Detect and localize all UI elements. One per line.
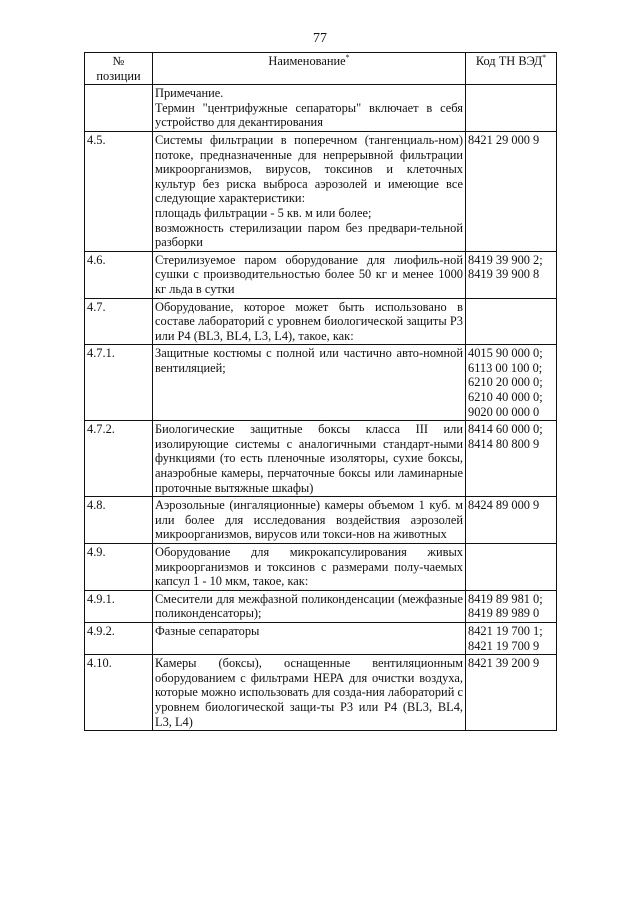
position-number: 4.5. xyxy=(85,131,153,251)
item-name xyxy=(153,251,466,298)
tnved-code-cell xyxy=(466,497,557,544)
position-number: 4.9.1. xyxy=(85,590,153,622)
header-name xyxy=(153,53,466,85)
item-name xyxy=(153,85,466,132)
header-code xyxy=(466,53,557,85)
header-code-footnote-mark: * xyxy=(542,52,547,62)
tnved-code-cell xyxy=(466,298,557,345)
table-row xyxy=(85,251,557,298)
tnved-code-cell xyxy=(466,85,557,132)
item-name-line: Оборудование, которое может быть использовано в составе лабораторий с уровнем биологической защиты Р3 или Р4 (BL3, BL4, L3, L4), такое, как: xyxy=(155,299,463,343)
tnved-code-cell xyxy=(466,345,557,421)
tnved-code: 8419 89 981 0; xyxy=(468,591,543,606)
item-name-line: возможность стерилизации паром без предвари-тельной разборки xyxy=(155,220,463,250)
header-position-number xyxy=(85,53,153,85)
page-number: 77 xyxy=(313,31,327,46)
item-name-line: Стерилизуемое паром оборудование для лиофиль-ной сушки с производительностью более 50 кг и менее 1000 кг льда в сутки xyxy=(155,252,463,296)
position-number: 4.9.2. xyxy=(85,622,153,654)
item-name-line: Камеры (боксы), оснащенные вентиляционным оборудованием с фильтрами НЕРА для очистки воздуха, которые можно использовать для созда-ния лабораторий с уровнем биологической защи-ты Р3 или Р4 (BL3, BL4, L3, L4) xyxy=(155,656,463,729)
tnved-code: 8421 19 700 9 xyxy=(468,638,540,653)
item-name xyxy=(153,590,466,622)
table-row xyxy=(85,655,557,731)
item-name xyxy=(153,622,466,654)
table-row xyxy=(85,544,557,591)
item-name xyxy=(153,421,466,497)
position-number: 4.7.1. xyxy=(85,345,153,421)
tnved-code-cell xyxy=(466,421,557,497)
tnved-code: 8414 80 800 9 xyxy=(468,436,540,451)
table-row xyxy=(85,622,557,654)
tnved-code: 8419 39 900 2; xyxy=(468,252,543,267)
tnved-code: 8424 89 000 9 xyxy=(468,498,540,513)
item-name-line: Аэрозольные (ингаляционные) камеры объемом 1 куб. м или более для исследования воздействия аэрозолей микроорганизмов, вирусов или токси-нов на животных xyxy=(155,498,463,542)
tnved-code-cell xyxy=(466,544,557,591)
table-row xyxy=(85,497,557,544)
tnved-code: 8421 19 700 1; xyxy=(468,623,543,638)
tnved-code: 8419 39 900 8 xyxy=(468,267,540,282)
item-name-line: Оборудование для микрокапсулирования живых микроорганизмов и токсинов с размерами полу-чаемых капсул 1 - 10 мкм, такое, как: xyxy=(155,545,463,589)
nomenclature-table xyxy=(84,52,557,731)
item-name-line: Защитные костюмы с полной или частично авто-номной вентиляцией; xyxy=(155,346,463,375)
table-row xyxy=(85,345,557,421)
item-name-line: Биологические защитные боксы класса III или изолирующие системы с аналогичными стандарт-ными функциями (то есть пленочные изоляторы, сухие боксы, анаэробные камеры, перчаточные боксы или ламинарные проточные вытяжные шкафы) xyxy=(155,422,463,495)
header-position-label: позиции xyxy=(96,68,141,83)
item-name xyxy=(153,345,466,421)
position-number xyxy=(85,85,153,132)
tnved-code-cell xyxy=(466,655,557,731)
item-name-line: Смесители для межфазной поликонденсации (межфазные поликонденсаторы); xyxy=(155,591,463,621)
table-header-row xyxy=(85,53,557,85)
tnved-code: 8419 89 989 0 xyxy=(468,606,540,621)
position-number: 4.9. xyxy=(85,544,153,591)
tnved-code: 6210 40 000 0; xyxy=(468,390,543,405)
header-number-sign: № xyxy=(112,54,125,68)
item-name-line: Системы фильтрации в поперечном (тангенциаль-ном) потоке, предназначенные для непрерывной фильтрации микроорганизмов, вирусов, токсинов и клеточных культур без риска выброса аэрозолей и имеющие все следующие характеристики: xyxy=(155,132,463,206)
item-name xyxy=(153,544,466,591)
position-number: 4.10. xyxy=(85,655,153,731)
tnved-code-cell xyxy=(466,590,557,622)
tnved-code: 9020 00 000 0 xyxy=(468,404,540,419)
position-number: 4.7. xyxy=(85,298,153,345)
table-row xyxy=(85,298,557,345)
item-name-line: площадь фильтрации - 5 кв. м или более; xyxy=(155,205,372,220)
position-number: 4.6. xyxy=(85,251,153,298)
item-name xyxy=(153,655,466,731)
item-name-line: Примечание. xyxy=(155,86,224,101)
header-name-label: Наименование xyxy=(268,54,346,68)
tnved-code: 4015 90 000 0; xyxy=(468,346,543,361)
item-name-line: Термин "центрифужные сепараторы" включает в себя устройство для декантирования xyxy=(155,100,463,130)
table-row xyxy=(85,590,557,622)
item-name xyxy=(153,497,466,544)
tnved-code-cell xyxy=(466,131,557,251)
tnved-code: 8421 29 000 9 xyxy=(468,132,540,147)
header-name-footnote-mark: * xyxy=(345,52,350,62)
position-number: 4.8. xyxy=(85,497,153,544)
item-name-line: Фазные сепараторы xyxy=(155,623,260,638)
table-row xyxy=(85,85,557,132)
item-name xyxy=(153,298,466,345)
table-row xyxy=(85,131,557,251)
table-row xyxy=(85,421,557,497)
header-code-label: Код ТН ВЭД xyxy=(475,54,543,68)
tnved-code: 8414 60 000 0; xyxy=(468,422,543,437)
position-number: 4.7.2. xyxy=(85,421,153,497)
item-name xyxy=(153,131,466,251)
tnved-code: 6210 20 000 0; xyxy=(468,375,543,390)
tnved-code-cell xyxy=(466,251,557,298)
tnved-code: 6113 00 100 0; xyxy=(468,360,543,375)
tnved-code: 8421 39 200 9 xyxy=(468,656,540,671)
tnved-code-cell xyxy=(466,622,557,654)
